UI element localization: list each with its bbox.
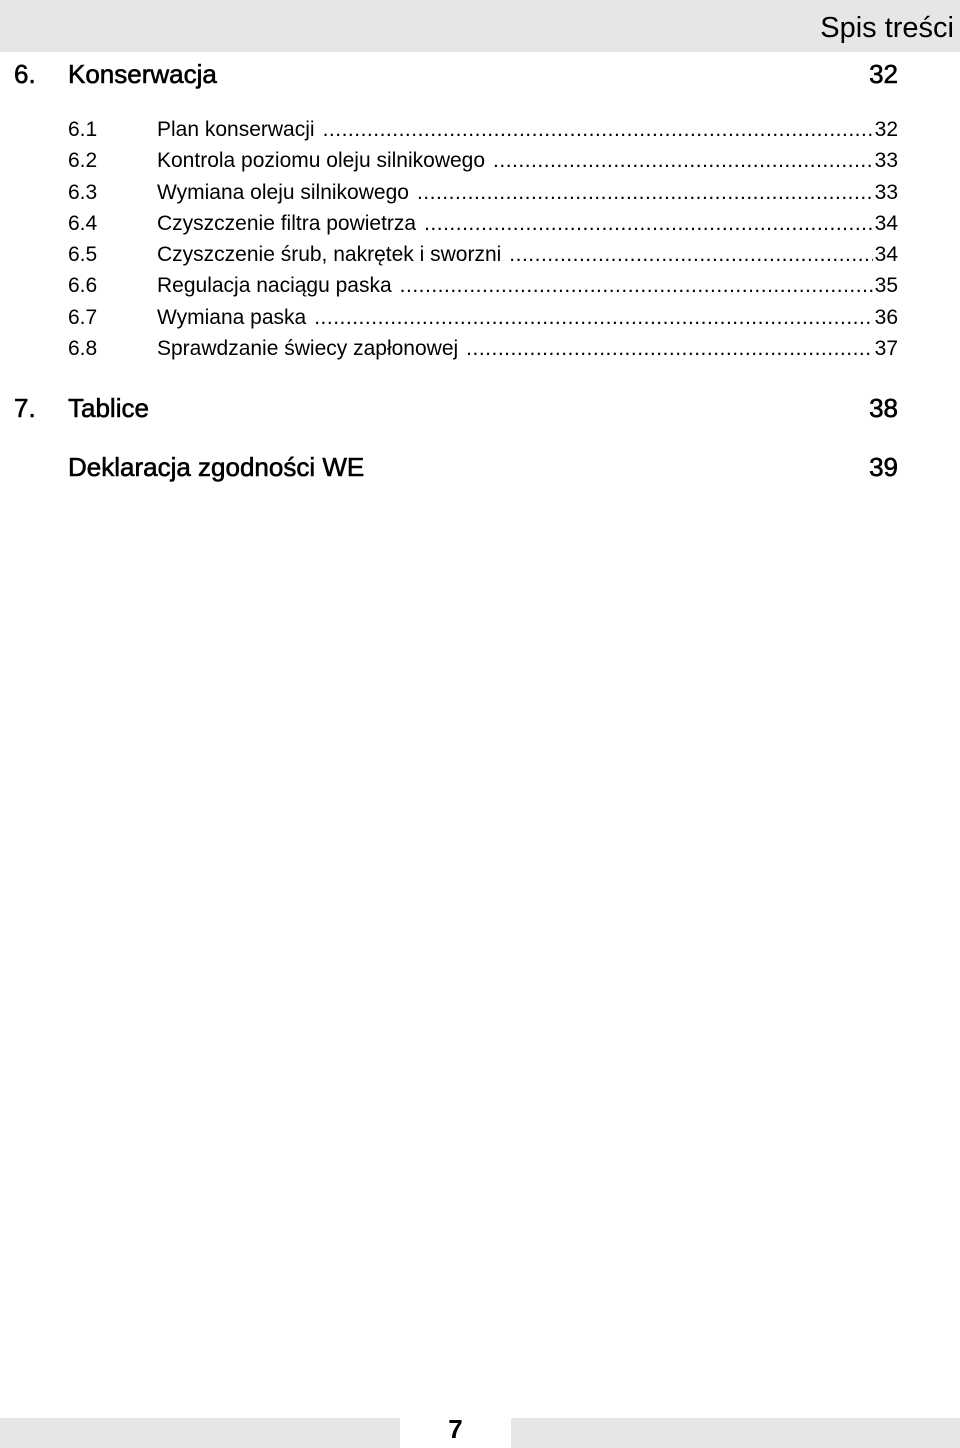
footer-page-number: 7 — [448, 1414, 463, 1444]
header-band — [0, 0, 960, 52]
section-label: Plan konserwacji — [157, 118, 315, 141]
leader-dots — [493, 145, 873, 176]
leader-dots — [314, 302, 872, 333]
section-label: Wymiana oleju silnikowego — [157, 180, 409, 204]
leader-dots — [466, 333, 872, 364]
section-label: Czyszczenie filtra powietrza — [157, 211, 417, 235]
section-number: 6.5 — [68, 243, 98, 267]
section-page: 33 — [874, 149, 898, 173]
footer-band-right — [511, 1418, 960, 1448]
section-page: 32 — [874, 118, 898, 141]
toc-entry-6-2[interactable] — [0, 145, 960, 176]
chapter-page: 32 — [869, 59, 898, 89]
chapter-page: 38 — [869, 393, 898, 423]
toc-entry-6-5[interactable] — [0, 239, 960, 270]
chapter-title: Konserwacja — [68, 59, 217, 89]
declaration-page: 39 — [869, 452, 898, 482]
chapter-title: Tablice — [68, 393, 149, 423]
section-number: 6.2 — [68, 149, 98, 173]
section-page: 35 — [874, 274, 898, 298]
toc-entry-6-3[interactable] — [0, 177, 960, 208]
toc-entry-6-1[interactable] — [0, 114, 960, 145]
toc-entry-6-4[interactable] — [0, 208, 960, 239]
section-label: Wymiana paska — [157, 305, 307, 329]
section-label: Kontrola poziomu oleju silnikowego — [157, 149, 486, 173]
leader-dots — [424, 208, 873, 239]
section-page: 34 — [874, 243, 898, 267]
toc-entry-6-8[interactable] — [0, 333, 960, 364]
section-label: Sprawdzanie świecy zapłonowej — [157, 337, 459, 361]
section-number: 6.6 — [68, 274, 98, 298]
leader-dots — [323, 114, 873, 145]
section-page: 34 — [874, 211, 898, 235]
section-list — [0, 114, 960, 364]
toc-entry-6-7[interactable] — [0, 302, 960, 333]
section-page: 37 — [874, 337, 898, 361]
chapter-number: 6. — [14, 59, 36, 89]
page-title: Spis treści — [820, 12, 954, 44]
chapter-6-heading[interactable] — [0, 57, 960, 91]
declaration-heading[interactable] — [0, 450, 960, 484]
section-number: 6.1 — [68, 118, 98, 141]
declaration-title: Deklaracja zgodności WE — [68, 452, 365, 482]
toc-entry-6-6[interactable] — [0, 270, 960, 301]
section-label: Czyszczenie śrub, nakrętek i sworzni — [157, 243, 502, 267]
section-page: 33 — [874, 180, 898, 204]
section-label: Regulacja naciągu paska — [157, 274, 392, 298]
section-page: 36 — [874, 305, 898, 329]
section-number: 6.3 — [68, 180, 98, 204]
section-number: 6.8 — [68, 337, 98, 361]
footer-band-left — [0, 1418, 400, 1448]
section-number: 6.7 — [68, 305, 98, 329]
section-number: 6.4 — [68, 211, 98, 235]
chapter-7-heading[interactable] — [0, 391, 960, 425]
leader-dots — [509, 239, 872, 270]
leader-dots — [400, 270, 873, 301]
leader-dots — [417, 177, 873, 208]
chapter-number: 7. — [14, 393, 36, 423]
